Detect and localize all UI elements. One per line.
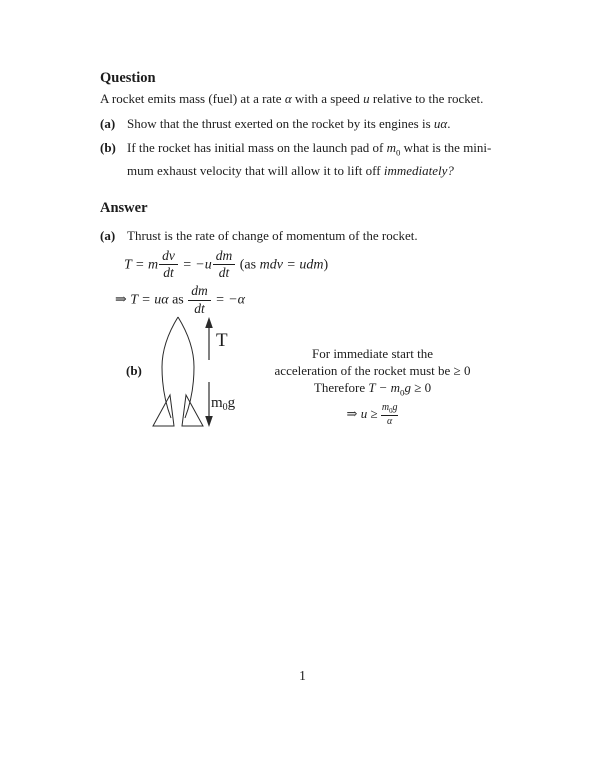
answer-item-a-label: (a) — [100, 227, 116, 243]
answer-item-b-label: (b) — [126, 362, 142, 378]
thrust-arrow-icon — [205, 317, 213, 360]
note-line-3: Therefore $T - m_0g \ge 0$ — [313, 379, 432, 398]
math-u-alpha: uα — [433, 116, 448, 131]
question-item-b — [100, 139, 530, 179]
question-heading: Question — [100, 70, 156, 86]
math-m0: m — [386, 140, 396, 155]
fraction-dm-dt: $\frac{dm}{dt}$ — [212, 249, 237, 282]
math-u: u — [363, 91, 370, 106]
fraction-dm-dt-2: $\frac{dm}{dt}$ — [187, 284, 212, 317]
answer-item-a — [100, 227, 530, 244]
immediate-start-note — [240, 345, 505, 428]
answer-heading: Answer — [100, 199, 148, 216]
implies-symbol-2: ⇒ — [346, 405, 361, 421]
document-content — [100, 70, 530, 439]
rocket-body — [162, 317, 194, 418]
emphasis-immediately: immediately? — [383, 162, 454, 178]
item-label-b: (b) — [100, 140, 116, 155]
note-line-1: For immediate start the — [312, 345, 433, 361]
note-line-4: ⇒ u ≥ $\frac{m_0g}{\alpha}$ — [346, 401, 398, 428]
weight-label: $m_0g$ — [211, 394, 236, 413]
question-item-a-text: Show that the thrust exerted on the rocket by its engines is uα. — [127, 116, 451, 131]
thrust-label: T — [216, 329, 228, 351]
item-label-a: (a) — [100, 116, 116, 131]
answer-item-a-text: Thrust is the rate of change of momentum of the rocket. — [127, 227, 418, 243]
note-line-2: acceleration of the rocket must be ≥ 0 — [274, 362, 471, 378]
implies-symbol: ⇒ — [115, 292, 131, 308]
rocket-fin-left — [153, 395, 174, 426]
rocket-fin-right — [182, 395, 203, 426]
question-intro: A rocket emits mass (fuel) at a rate α with a speed u relative to the rocket. — [100, 91, 484, 106]
question-item-b-text: If the rocket has initial mass on the launch pad of $m_0$ what is the mini- mum exhaust velocity that will allow it to lift off immediately? — [127, 140, 492, 178]
page-number: 1 — [299, 668, 306, 683]
equation-thrust: T = m $\frac{dv}{dt}$ = −u $\frac{dm}{dt}$ (as mdv = udm) — [124, 247, 329, 281]
fraction-dv-dt: $\frac{dv}{dt}$ — [158, 249, 179, 282]
fraction-m0g-alpha: $\frac{m_0g}{\alpha}$ — [381, 401, 398, 428]
math-alpha: α — [284, 91, 292, 106]
equation-t-equals-u-alpha: ⇒ T = uα as $\frac{dm}{dt}$ = −α — [115, 283, 245, 317]
answer-item-b — [100, 317, 530, 439]
question-item-a — [100, 115, 530, 132]
